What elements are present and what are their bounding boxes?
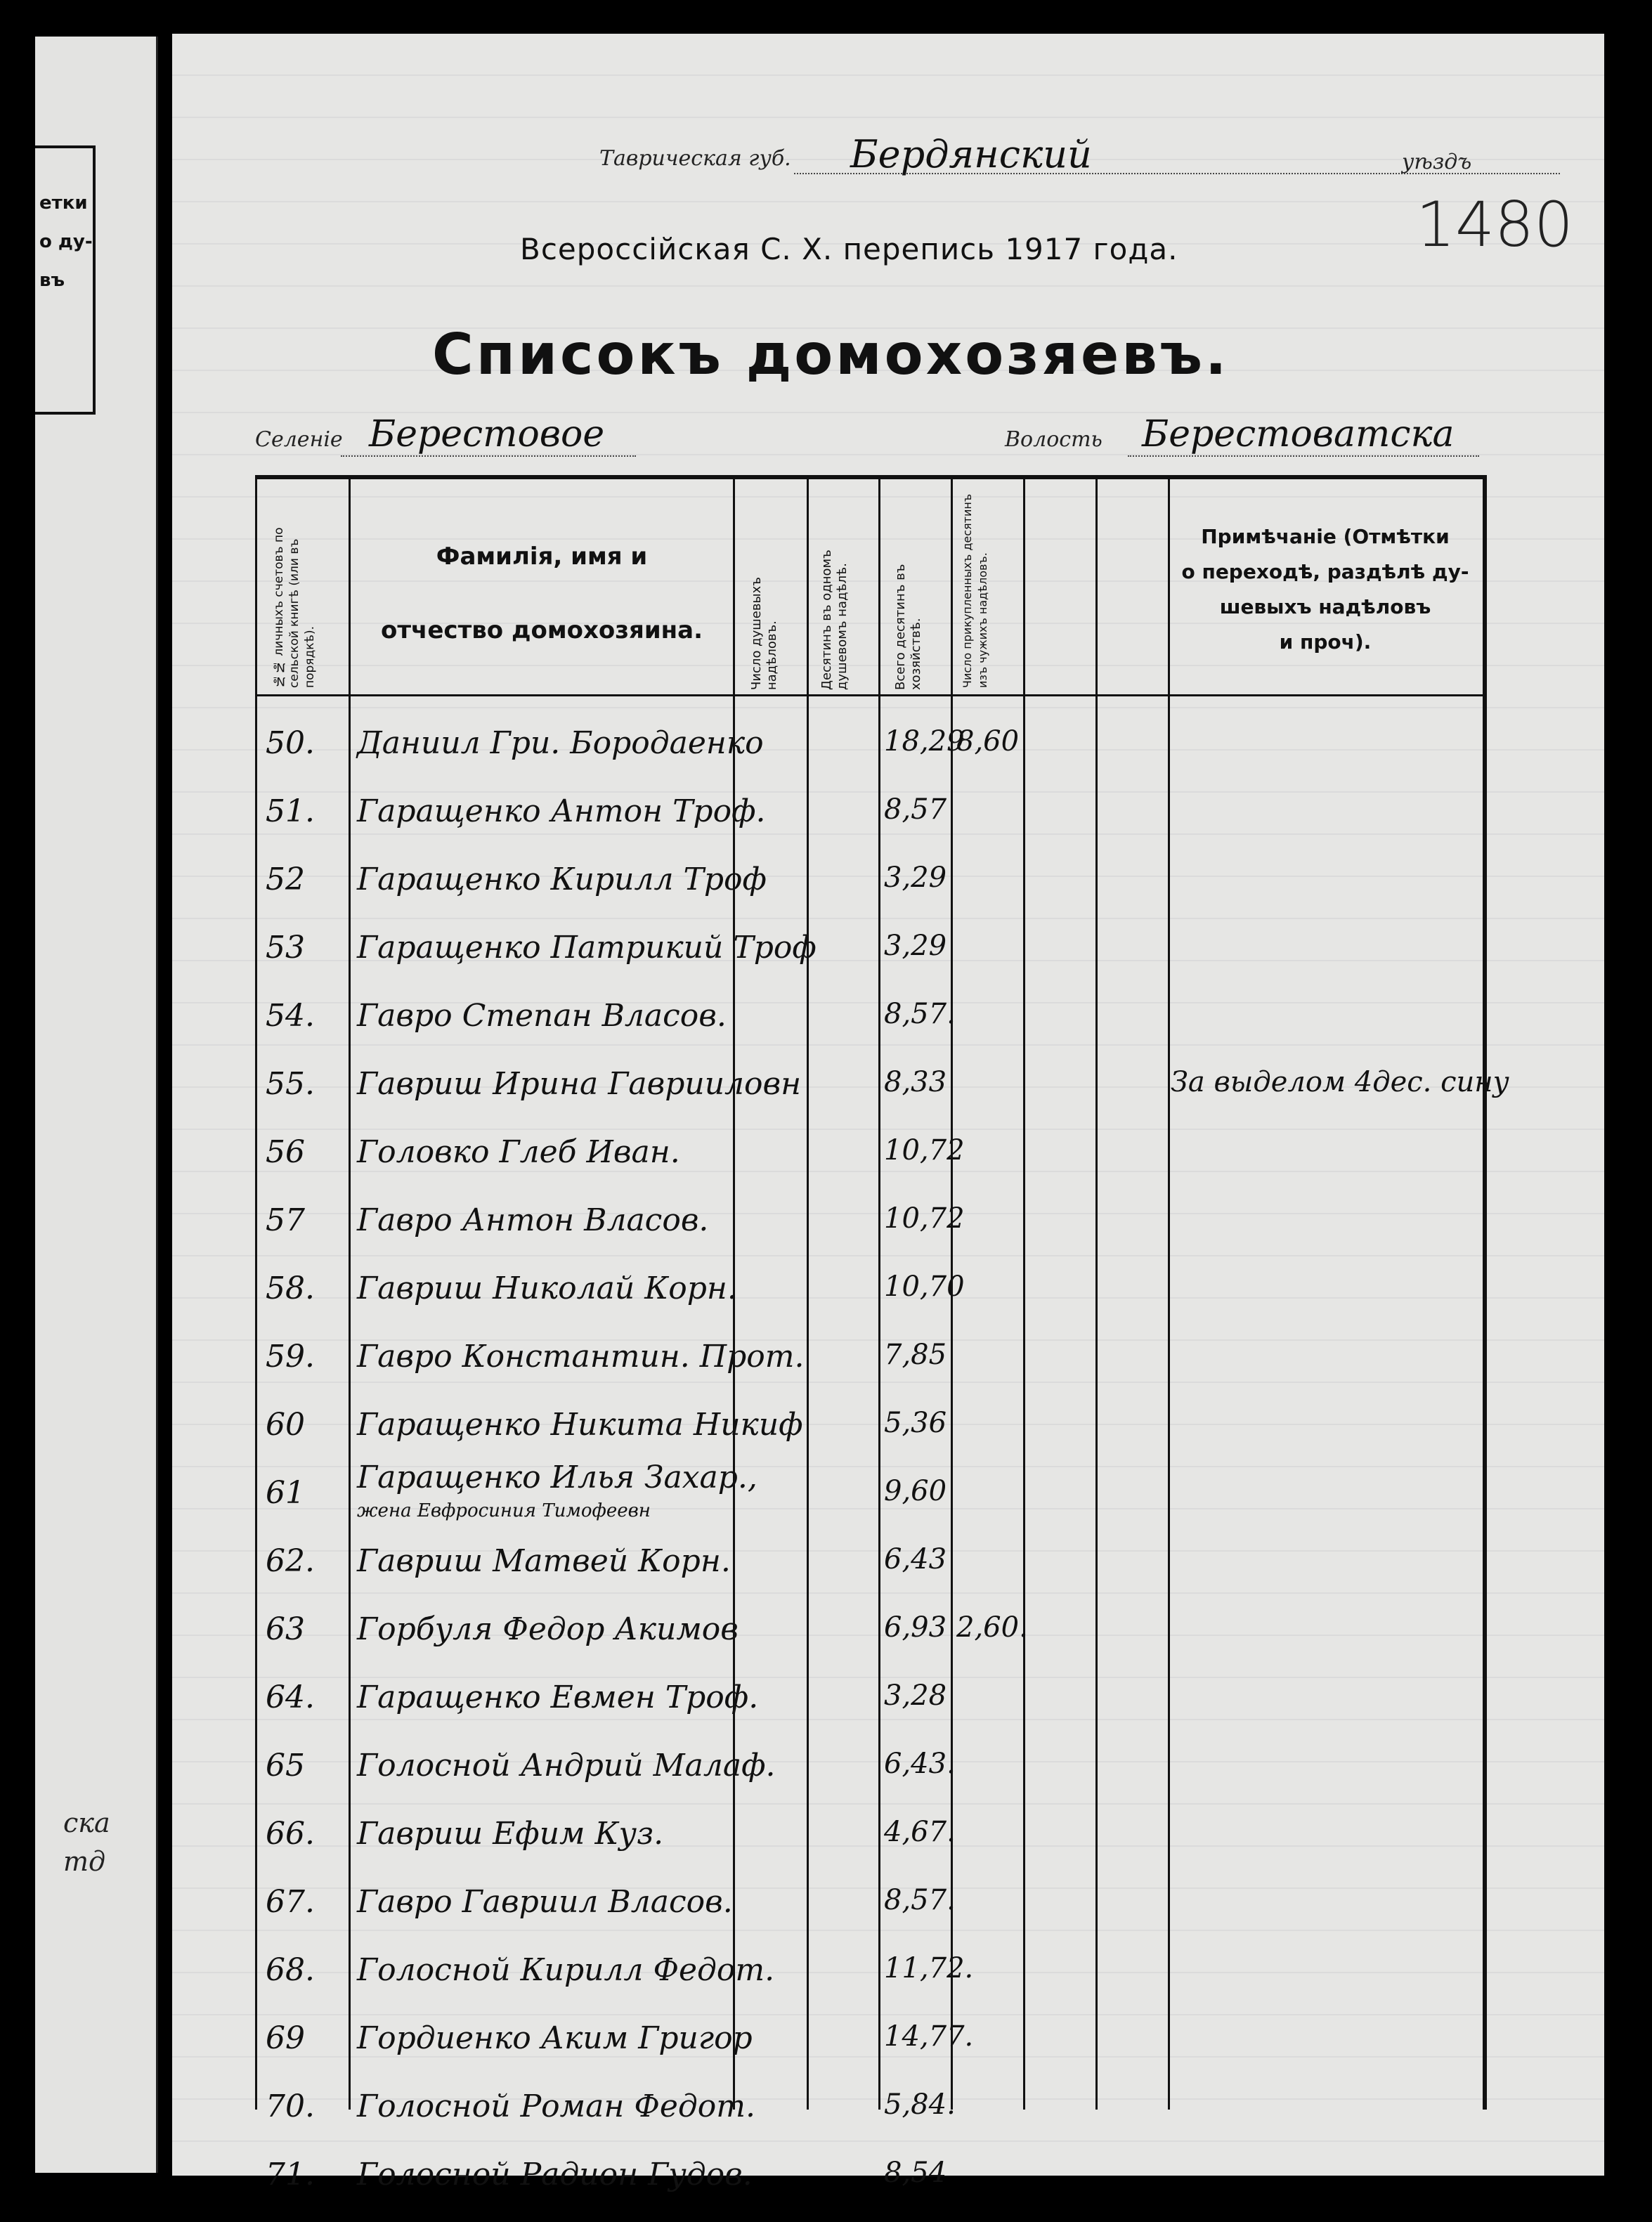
row-dess-total: 14,77. — [884, 2020, 974, 2053]
uezd-label: уѣздъ — [1402, 150, 1472, 174]
row-householder-name: Голосной Радион Гудов. — [357, 2157, 753, 2192]
header-allotments: Число душевыхъ надѣловъ. — [749, 576, 779, 690]
row-householder-name: Гавро Антон Власов. — [357, 1202, 709, 1238]
census-title: Всероссійская С. Х. перепись 1917 года. — [520, 232, 1178, 266]
row-householder-subnote: жена Евфросиния Тимофеевн — [357, 1500, 651, 1521]
row-householder-name: Голосной Андрий Малаф. — [357, 1748, 776, 1784]
uezd-value: Бердянский — [850, 132, 1092, 176]
column-divider — [1023, 479, 1025, 2110]
row-householder-name: Гавро Гавриил Власов. — [357, 1884, 733, 1920]
row-account-number: 70. — [266, 2088, 315, 2124]
column-divider — [878, 479, 880, 2110]
row-dess-total: 6,93 — [884, 1611, 947, 1644]
row-note: За выделом 4дес. сину — [1171, 1066, 1509, 1098]
row-dess-total: 8,57. — [884, 998, 956, 1030]
row-dess-foreign: 8,60 — [956, 725, 1020, 758]
row-account-number: 71. — [266, 2157, 315, 2192]
volost-label: Волость — [1005, 427, 1103, 452]
row-householder-name: Гаращенко Никита Никиф — [357, 1407, 803, 1443]
row-householder-name: Гавро Константин. Прот. — [357, 1339, 805, 1375]
header-note-line-4: и проч). — [1279, 630, 1372, 654]
row-account-number: 63 — [266, 1611, 305, 1647]
row-account-number: 68. — [266, 1952, 315, 1988]
previous-page-edge — [35, 37, 158, 2173]
header-name-line-2: отчество домохозяина. — [380, 616, 703, 644]
header-note-line-3: шевыхъ надѣловъ — [1219, 595, 1431, 618]
row-householder-name: Гавриш Николай Корн. — [357, 1271, 737, 1306]
row-householder-name: Гавриш Матвей Корн. — [357, 1543, 731, 1579]
header-account-number: №№ личныхъ счетовъ по сельской книгѣ (или въ порядкѣ). — [272, 527, 317, 688]
previous-page-header-line-3: въ — [39, 270, 65, 291]
selenie-label: Селеніе — [255, 427, 343, 452]
row-dess-total: 9,60 — [884, 1475, 947, 1507]
row-householder-name: Гаращенко Илья Захар., — [357, 1460, 757, 1495]
row-account-number: 64. — [266, 1680, 315, 1715]
row-householder-name: Гавриш Ефим Куз. — [357, 1816, 664, 1852]
householders-table — [255, 475, 1509, 2192]
row-householder-name: Голосной Кирилл Федот. — [357, 1952, 775, 1988]
row-householder-name: Горбуля Федор Акимов — [357, 1611, 739, 1647]
row-account-number: 55. — [266, 1066, 315, 1102]
gubernia-label: Таврическая губ. — [599, 146, 791, 171]
column-divider — [349, 479, 351, 2110]
row-dess-total: 8,57. — [884, 1884, 956, 1916]
header-dess-total: Всего десятинъ въ хозяйствѣ. — [893, 564, 923, 690]
header-name-line-1: Фамилія, имя и — [436, 542, 648, 571]
row-account-number: 66. — [266, 1816, 315, 1852]
row-account-number: 50. — [266, 725, 315, 761]
row-dess-total: 3,28 — [884, 1680, 947, 1712]
row-account-number: 59. — [266, 1339, 315, 1375]
row-account-number: 57 — [266, 1202, 305, 1238]
previous-page-header-line-1: етки — [39, 193, 88, 214]
row-dess-total: 7,85 — [884, 1339, 947, 1371]
row-dess-total: 8,33 — [884, 1066, 947, 1098]
row-dess-total: 11,72. — [884, 1952, 974, 1984]
row-account-number: 61 — [266, 1475, 305, 1511]
volost-underline — [1128, 455, 1479, 457]
row-householder-name: Гаращенко Кирилл Троф — [357, 862, 767, 897]
volost-value: Берестоватска — [1142, 413, 1455, 455]
selenie-value: Берестовое — [369, 413, 605, 455]
row-account-number: 54. — [266, 998, 315, 1034]
header-dess-per-allotment: Десятинъ въ одномъ душевомъ надѣлѣ. — [819, 550, 850, 690]
archive-number: 1480 — [1416, 188, 1573, 261]
row-dess-total: 3,29 — [884, 930, 947, 962]
row-dess-foreign: 2,60. — [956, 1611, 1028, 1644]
row-householder-name: Гавриш Ирина Гаврииловн — [357, 1066, 802, 1102]
row-dess-total: 6,43 — [884, 1543, 947, 1575]
row-dess-total: 5,84. — [884, 2088, 956, 2121]
header-dess-foreign: Число прикупленныхъ десятинъ изъ чужихъ надѣловъ. — [961, 493, 989, 688]
row-dess-total: 6,43. — [884, 1748, 956, 1780]
column-divider — [1095, 479, 1098, 2110]
row-dess-total: 4,67. — [884, 1816, 956, 1848]
previous-page-margin-note-2: тд — [63, 1846, 106, 1877]
row-householder-name: Гаращенко Евмен Троф. — [357, 1680, 759, 1715]
row-dess-total: 3,29 — [884, 862, 947, 894]
row-account-number: 53 — [266, 930, 305, 966]
row-account-number: 69 — [266, 2020, 305, 2056]
row-account-number: 56 — [266, 1134, 305, 1170]
form-page — [172, 34, 1604, 2192]
row-account-number: 60 — [266, 1407, 305, 1443]
row-dess-total: 10,72 — [884, 1134, 965, 1167]
header-note-line-2: о переходѣ, раздѣлѣ ду- — [1181, 560, 1469, 583]
row-dess-total: 8,54 — [884, 2157, 947, 2189]
row-householder-name: Головко Глеб Иван. — [357, 1134, 680, 1170]
row-account-number: 58. — [266, 1271, 315, 1306]
list-title: Списокъ домохозяевъ. — [432, 322, 1230, 387]
header-bottom-rule — [257, 694, 1483, 696]
row-account-number: 51. — [266, 793, 315, 829]
row-householder-name: Голосной Роман Федот. — [357, 2088, 755, 2124]
row-householder-name: Гаращенко Патрикий Троф — [357, 930, 817, 966]
column-divider — [1168, 479, 1170, 2110]
previous-page-margin-note-1: ска — [63, 1807, 110, 1838]
row-dess-total: 5,36 — [884, 1407, 947, 1439]
column-divider — [807, 479, 809, 2110]
row-householder-name: Даниил Гри. Бородаенко — [357, 725, 764, 761]
row-householder-name: Гавро Степан Власов. — [357, 998, 727, 1034]
row-account-number: 65 — [266, 1748, 305, 1784]
row-householder-name: Гаращенко Антон Троф. — [357, 793, 766, 829]
selenie-underline — [341, 455, 636, 457]
row-dess-total: 10,70 — [884, 1271, 965, 1303]
previous-page-header-line-2: о ду- — [39, 231, 93, 252]
row-account-number: 52 — [266, 862, 305, 897]
row-account-number: 62. — [266, 1543, 315, 1579]
header-note-line-1: Примѣчаніе (Отмѣтки — [1201, 525, 1450, 548]
row-householder-name: Гордиенко Аким Григор — [357, 2020, 753, 2056]
row-dess-total: 10,72 — [884, 1202, 965, 1235]
row-dess-total: 8,57 — [884, 793, 947, 826]
row-dess-total: 18,29 — [884, 725, 965, 758]
row-account-number: 67. — [266, 1884, 315, 1920]
